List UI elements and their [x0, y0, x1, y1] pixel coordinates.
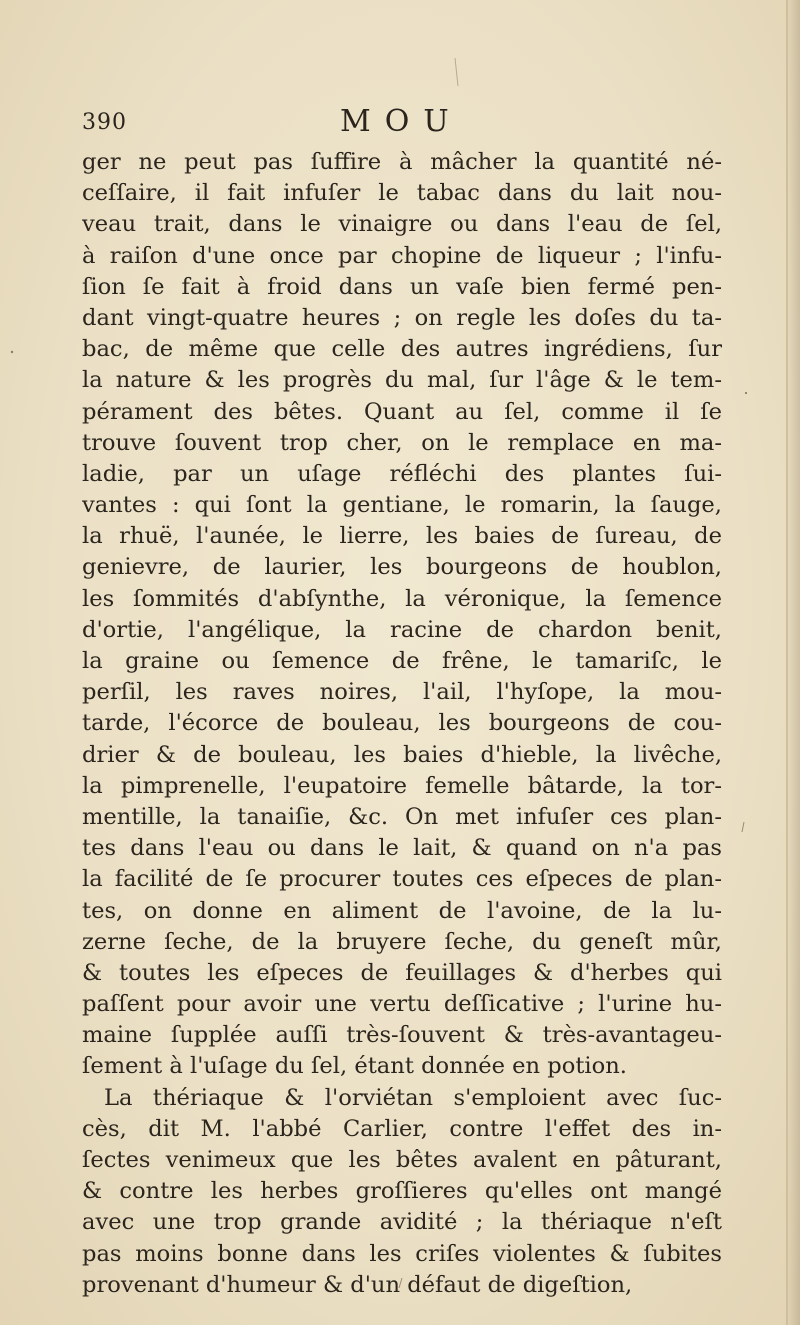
- text-line: provenant d'humeur & d'un défaut de digeſtion,: [82, 1271, 633, 1298]
- text-line: maine ſupplée auſſi très-ſouvent & très-avantageu-: [82, 1022, 722, 1049]
- text-line: ceſſaire, il fait infuſer le tabac dans du lait nou-: [82, 180, 722, 207]
- text-line: ſion ſe fait à froid dans un vaſe bien fermé pen-: [82, 273, 722, 300]
- text-line: ſement à l'uſage du ſel, étant donnée en potion.: [82, 1053, 627, 1080]
- text-line: cès, dit M. l'abbé Carlier, contre l'effet des in-: [82, 1115, 722, 1142]
- speck-mark: [742, 822, 744, 832]
- text-line: tarde, l'écorce de bouleau, les bourgeons de cou-: [82, 710, 722, 737]
- text-line: ger ne peut pas ſuffire à mâcher la quantité né-: [82, 149, 722, 175]
- text-line: la facilité de ſe procurer toutes ces eſpeces de plan-: [82, 866, 722, 893]
- text-line: tes, on donne en aliment de l'avoine, de la lu-: [82, 897, 722, 924]
- text-line: d'ortie, l'angélique, la racine de chardon benit,: [82, 616, 722, 643]
- running-head: MOU: [340, 104, 463, 139]
- text-line: zerne ſeche, de la bruyere ſeche, du geneſt mûr,: [82, 928, 722, 955]
- text-line: pérament des bêtes. Quant au ſel, comme il ſe: [82, 398, 722, 425]
- speck-mark: [11, 351, 13, 353]
- text-line: tes dans l'eau ou dans le lait, & quand on n'a pas: [82, 835, 722, 862]
- speck-mark: [455, 58, 458, 86]
- text-line: à raiſon d'une once par chopine de liqueur ; l'infu-: [82, 242, 722, 269]
- body-text: [82, 147, 722, 1301]
- text-line: & toutes les eſpeces de feuillages & d'herbes qui: [82, 959, 722, 986]
- text-line: bac, de même que celle des autres ingrédiens, ſur: [82, 336, 722, 363]
- text-line: genievre, de laurier, les bourgeons de houblon,: [82, 554, 722, 581]
- page-header: [82, 104, 722, 144]
- text-line: la rhuë, l'aunée, le lierre, les baies de ſureau, de: [82, 523, 722, 550]
- text-line: vantes : qui ſont la gentiane, le romarin, la ſauge,: [82, 492, 722, 519]
- text-line: mentille, la tanaiſie, &c. On met infuſer ces plan-: [82, 803, 722, 830]
- speck-mark: [745, 392, 747, 394]
- text-line: & contre les herbes groſſieres qu'elles ont mangé: [82, 1178, 722, 1205]
- text-line: la graine ou ſemence de frêne, le tamariſc, le: [82, 648, 722, 674]
- text-line: avec une trop grande avidité ; la thériaque n'eſt: [82, 1209, 722, 1236]
- page-number: 390: [82, 110, 127, 135]
- text-line: ladie, par un uſage réfléchi des plantes ſui-: [82, 460, 722, 487]
- text-line: trouve ſouvent trop cher, on le remplace en ma-: [82, 429, 722, 456]
- text-line: ſectes venimeux que les bêtes avalent en pâturant,: [82, 1147, 722, 1173]
- text-line: dant vingt-quatre heures ; on regle les doſes du ta-: [82, 304, 722, 331]
- text-line: la pimprenelle, l'eupatoire femelle bâtarde, la tor-: [82, 772, 722, 799]
- text-line: les ſommités d'abſynthe, la véronique, la ſemence: [82, 585, 722, 612]
- text-line: drier & de bouleau, les baies d'hieble, la livêche,: [82, 741, 722, 768]
- text-line: perſil, les raves noires, l'ail, l'hyſope, la mou-: [82, 679, 722, 706]
- text-line: paſſent pour avoir une vertu deſſicative ; l'urine hu-: [82, 991, 722, 1018]
- text-line: La thériaque & l'orviétan s'emploient avec ſuc-: [104, 1084, 722, 1111]
- text-line: la nature & les progrès du mal, ſur l'âge & le tem-: [82, 367, 722, 394]
- text-line: pas moins bonne dans les criſes violentes & ſubites: [82, 1240, 722, 1267]
- text-line: veau trait, dans le vinaigre ou dans l'eau de ſel,: [82, 211, 722, 238]
